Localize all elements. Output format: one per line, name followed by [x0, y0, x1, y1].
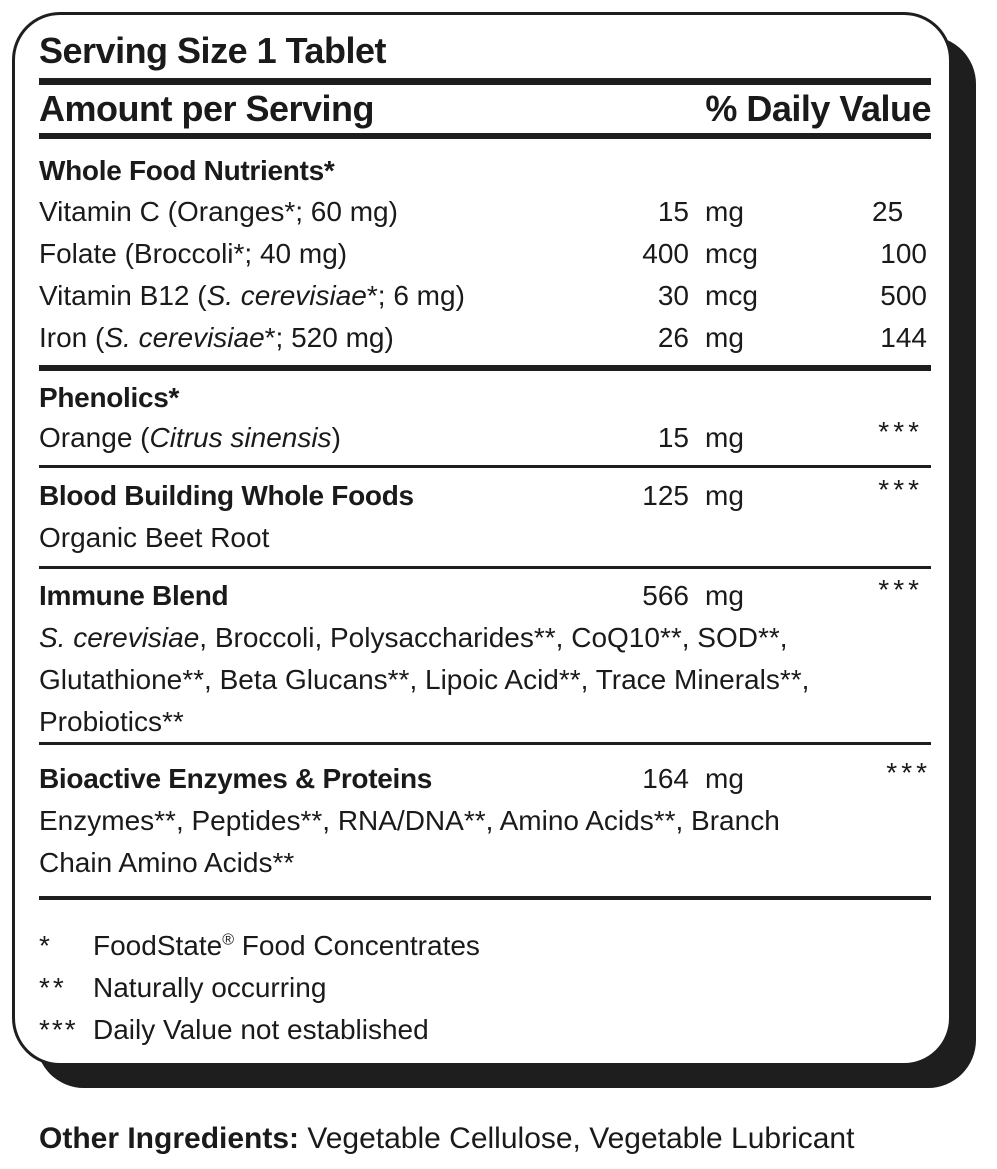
footnote-text: [93, 930, 480, 962]
nutrient-amount: 15: [657, 422, 689, 453]
blend-ingredients: Enzymes**, Peptides**, RNA/DNA**, Amino Acids**, Branch: [39, 805, 780, 836]
footnote-mark: ***: [39, 1014, 78, 1045]
divider-thin: [39, 896, 931, 900]
nutrient-name: Iron (: [39, 322, 105, 353]
nutrient-name: Folate (Broccoli*; 40 mg): [39, 238, 348, 269]
divider-thin: [39, 742, 931, 745]
blend-ingredients: Glutathione**, Beta Glucans**, Lipoic Acid**, Trace Minerals**,: [39, 664, 810, 695]
blend-daily-value: ***: [878, 574, 923, 605]
footnote-mark: *: [39, 930, 50, 961]
daily-value-header: % Daily Value: [705, 88, 931, 129]
section-title-blood-building: Blood Building Whole Foods: [39, 480, 414, 511]
section-title-bioactive: Bioactive Enzymes & Proteins: [39, 763, 433, 794]
nutrient-amount: 30: [657, 280, 689, 311]
blend-ingredients: Chain Amino Acids**: [39, 847, 295, 878]
blend-amount: 164: [642, 763, 689, 794]
nutrient-unit: mg: [705, 196, 744, 227]
nutrient-unit: mg: [705, 422, 744, 453]
nutrient-unit: mg: [705, 322, 744, 353]
divider-thick: [39, 133, 931, 139]
blend-unit: mg: [705, 480, 744, 511]
blend-unit: mg: [705, 580, 744, 611]
blend-daily-value: ***: [886, 757, 931, 788]
nutrient-amount: 26: [657, 322, 689, 353]
nutrient-unit: mcg: [705, 280, 758, 311]
ingredient-italic: S. cerevisiae: [39, 622, 200, 653]
footnote-text-rest: Food Concentrates: [234, 930, 480, 961]
nutrient-amount: 15: [657, 196, 689, 227]
other-ingredients-text: Vegetable Cellulose, Vegetable Lubricant: [299, 1122, 855, 1155]
blend-ingredients: Probiotics**: [39, 706, 184, 737]
divider-thin: [39, 566, 931, 569]
section-title-immune-blend: Immune Blend: [39, 580, 229, 611]
nutrient-daily-value: 500: [880, 280, 927, 311]
nutrient-amount: 400: [642, 238, 689, 269]
other-ingredients: [39, 1122, 854, 1156]
nutrient-name-italic: S. cerevisiae: [206, 280, 367, 311]
nutrient-name-suffix: *; 6 mg): [366, 280, 465, 311]
footnote-text: Naturally occurring: [93, 972, 327, 1003]
footnote-mark: **: [39, 972, 67, 1003]
section-title-whole-food: Whole Food Nutrients*: [39, 155, 335, 186]
divider-thin: [39, 465, 931, 468]
nutrient-name-suffix: ): [331, 422, 341, 453]
blend-daily-value: ***: [878, 474, 923, 505]
serving-size: Serving Size 1 Tablet: [39, 30, 386, 71]
nutrient-unit: mcg: [705, 238, 758, 269]
divider-thick: [39, 365, 931, 371]
other-ingredients-label: Other Ingredients:: [39, 1122, 300, 1155]
nutrient-name-italic: S. cerevisiae: [104, 322, 265, 353]
footnote-text-main: FoodState: [93, 930, 223, 961]
ingredient-text: , Broccoli, Polysaccharides**, CoQ10**, SOD**,: [199, 622, 788, 653]
section-title-phenolics: Phenolics*: [39, 382, 180, 413]
amount-per-serving-header: Amount per Serving: [39, 88, 375, 129]
nutrient-name-italic: Citrus sinensis: [149, 422, 332, 453]
registered-mark: ®: [222, 931, 234, 949]
blend-amount: 125: [642, 480, 689, 511]
nutrient-name: Orange (: [39, 422, 150, 453]
nutrient-daily-value: 25: [872, 196, 904, 227]
nutrient-daily-value: 100: [880, 238, 927, 269]
nutrient-name-suffix: *; 520 mg): [264, 322, 394, 353]
nutrient-daily-value: 144: [880, 322, 927, 353]
blend-ingredients: Organic Beet Root: [39, 522, 270, 553]
nutrient-daily-value: ***: [878, 416, 923, 447]
nutrient-name: Vitamin B12 (: [39, 280, 207, 311]
nutrient-name: Vitamin C (Oranges*; 60 mg): [39, 196, 398, 227]
blend-amount: 566: [642, 580, 689, 611]
divider-thick: [39, 78, 931, 85]
blend-ingredients: [39, 622, 788, 654]
footnote-text: Daily Value not established: [93, 1014, 429, 1045]
blend-unit: mg: [705, 763, 744, 794]
